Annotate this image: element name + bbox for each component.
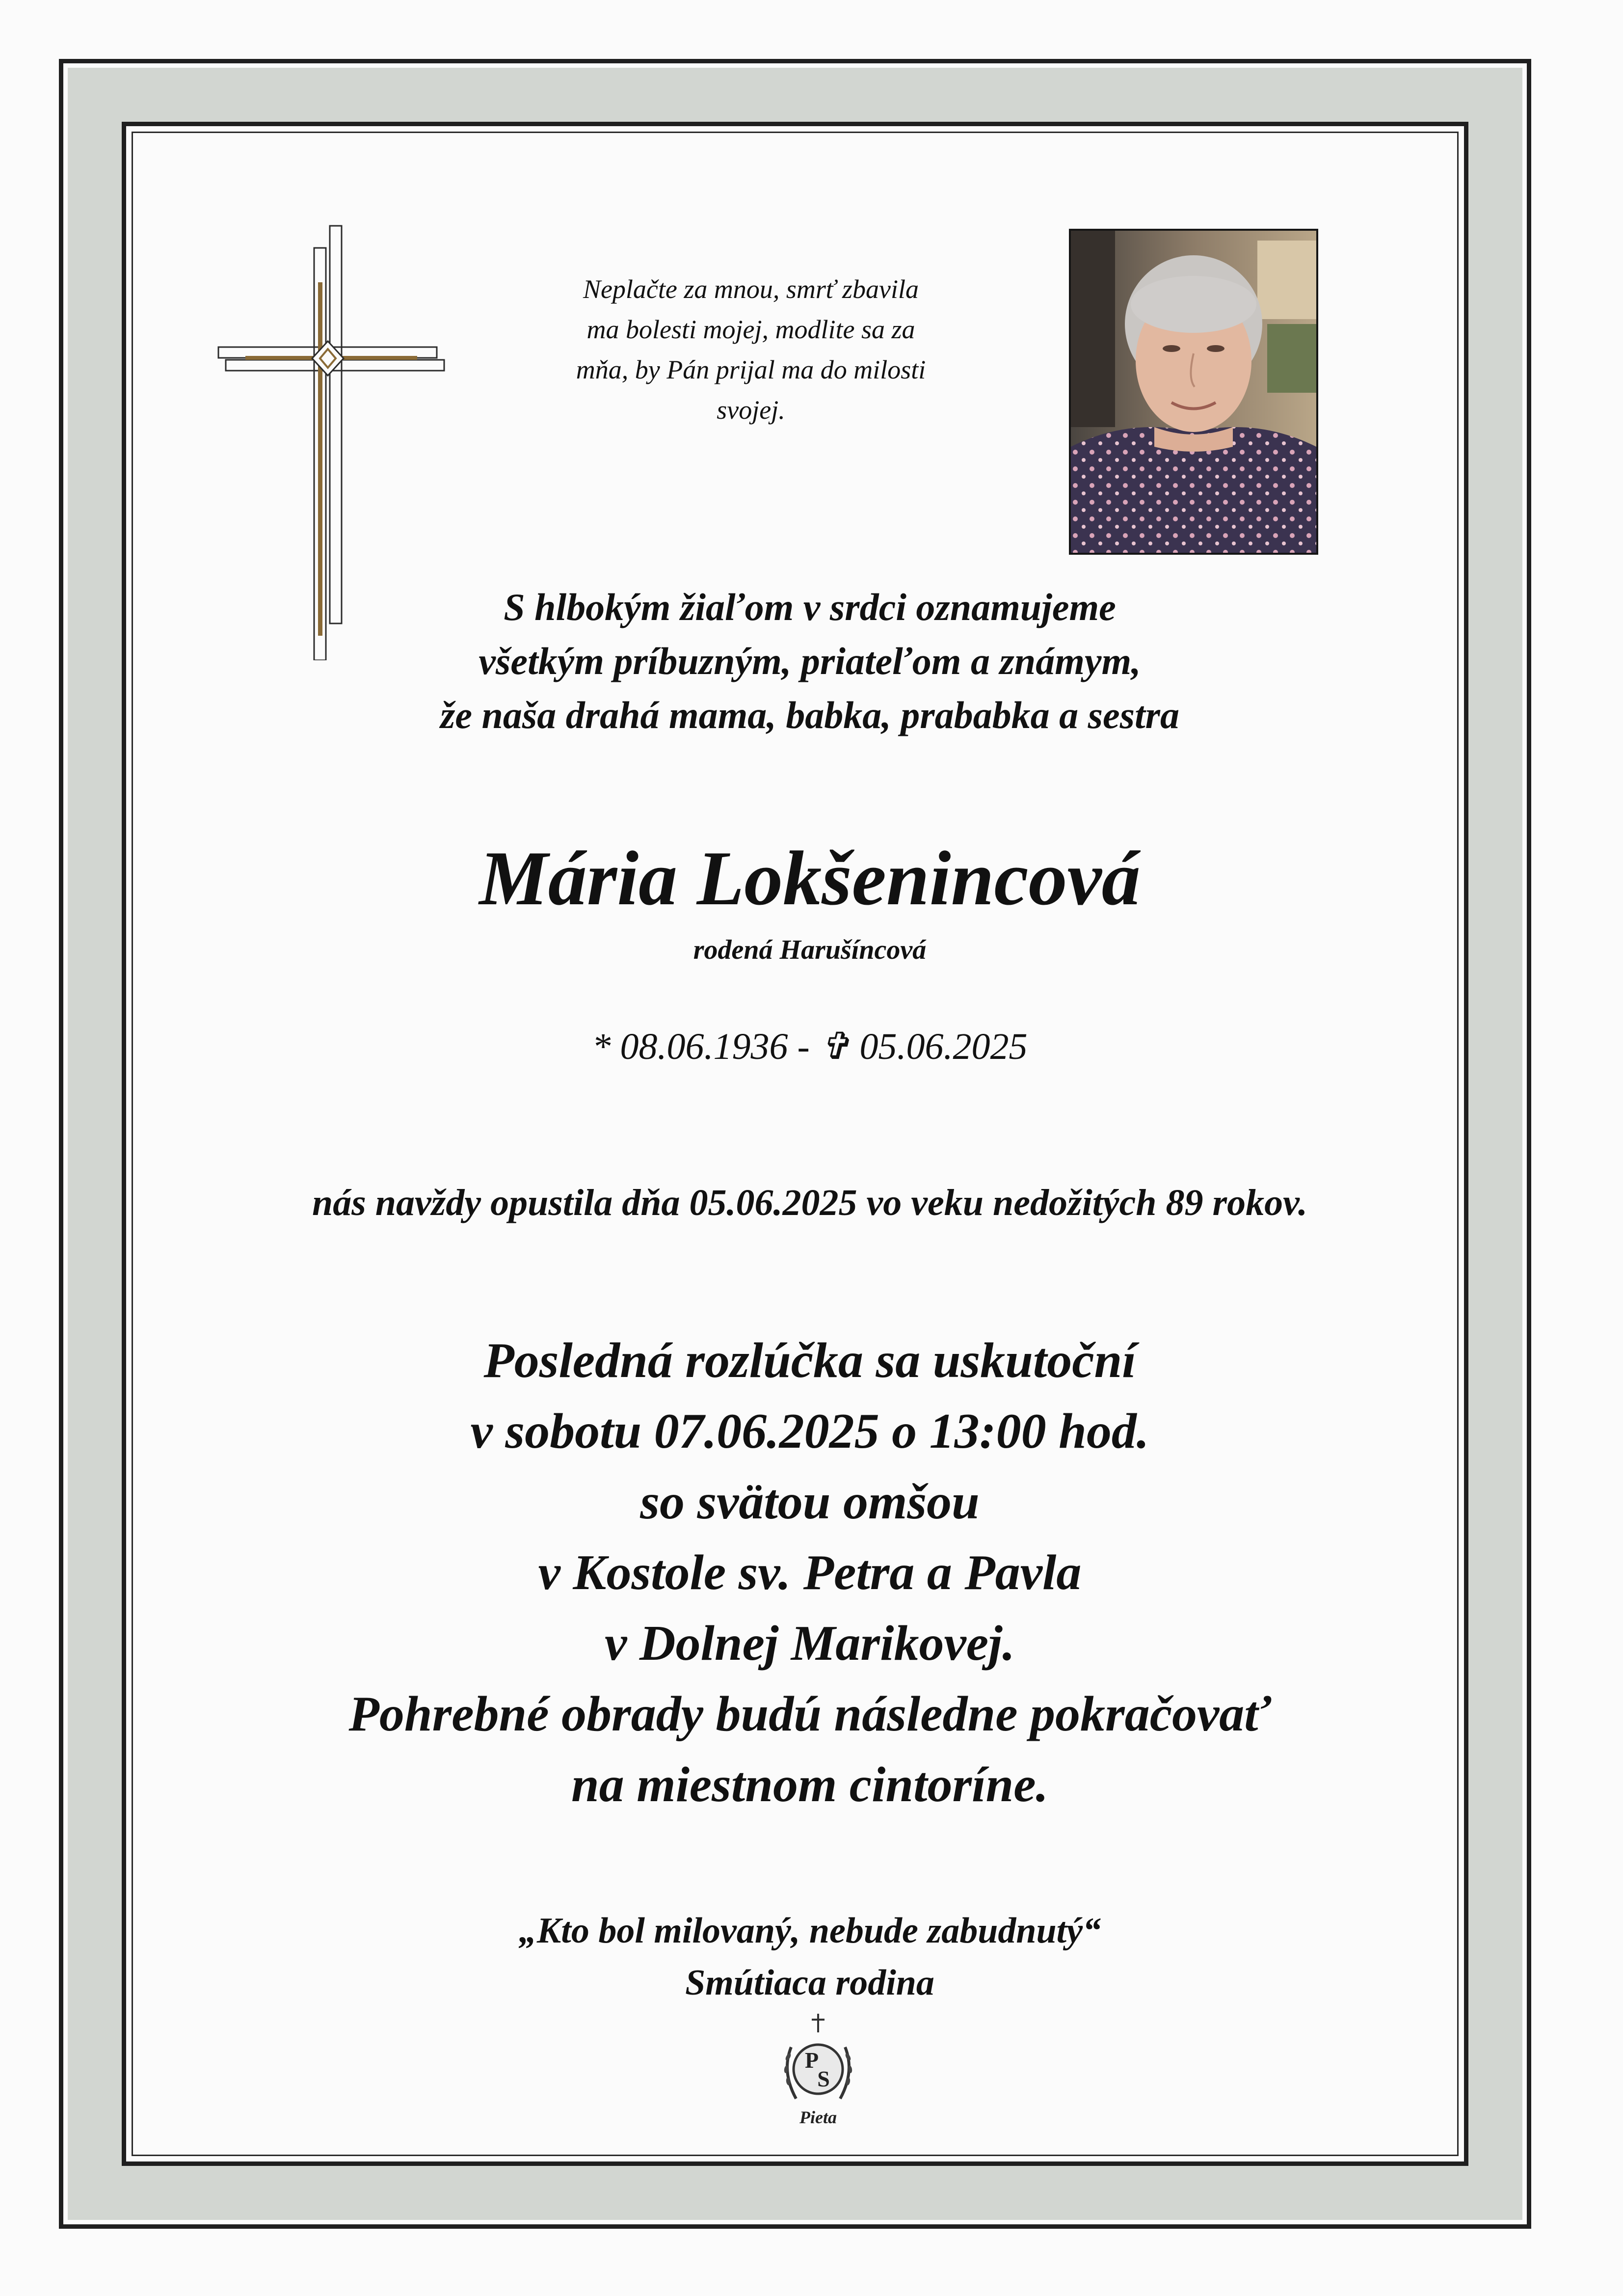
logo-label: Pieta [799, 2107, 837, 2127]
funeral-line: Pohrebné obrady budú následne pokračovať [348, 1686, 1271, 1742]
birth-date: * 08.06.1936 - [592, 1026, 810, 1067]
logo-letter-p: P [804, 2048, 819, 2073]
funeral-line: v Dolnej Marikovej. [605, 1616, 1015, 1671]
funeral-details [196, 1325, 1423, 1820]
portrait-image [1071, 231, 1316, 553]
passed-away-line: nás navždy opustila dňa 05.06.2025 vo veku nedožitých 89 rokov. [312, 1182, 1308, 1223]
funeral-line: v sobotu 07.06.2025 o 13:00 hod. [470, 1404, 1149, 1459]
announcement-intro [245, 580, 1374, 742]
pieta-logo-icon [772, 2013, 865, 2131]
signature: Smútiaca rodina [685, 1963, 934, 2003]
portrait-photo [1069, 229, 1318, 555]
closing-block [344, 1905, 1276, 2009]
logo-letter-s: S [817, 2066, 830, 2091]
maiden-name: rodená Harušíncová [693, 935, 927, 965]
funeral-line: Posledná rozlúčka sa uskutoční [483, 1333, 1136, 1388]
funeral-line: so svätou omšou [640, 1474, 980, 1530]
verse-block [510, 269, 991, 430]
intro-line: S hlbokým žiaľom v srdci oznamujeme [504, 586, 1116, 628]
intro-line: všetkým príbuzným, priateľom a známym, [479, 640, 1141, 682]
verse-line: mňa, by Pán prijal ma do milosti [576, 355, 926, 384]
verse-line: Neplačte za mnou, smrť zbavila [583, 274, 919, 304]
closing-quote: „Kto bol milovaný, nebude zabudnutý“ [518, 1911, 1101, 1951]
deceased-name: Mária Lokšenincová [479, 836, 1141, 921]
verse-line: svojej. [717, 395, 785, 425]
funeral-line: na miestnom cintoríne. [571, 1757, 1048, 1812]
death-cross-icon: ✞ [819, 1026, 851, 1067]
intro-line: že naša drahá mama, babka, prababka a sestra [440, 694, 1179, 736]
life-dates [344, 1022, 1276, 1071]
funeral-line: v Kostole sv. Petra a Pavla [538, 1545, 1082, 1600]
death-date: 05.06.2025 [859, 1026, 1028, 1067]
verse-line: ma bolesti mojej, modlite sa za [586, 315, 915, 344]
